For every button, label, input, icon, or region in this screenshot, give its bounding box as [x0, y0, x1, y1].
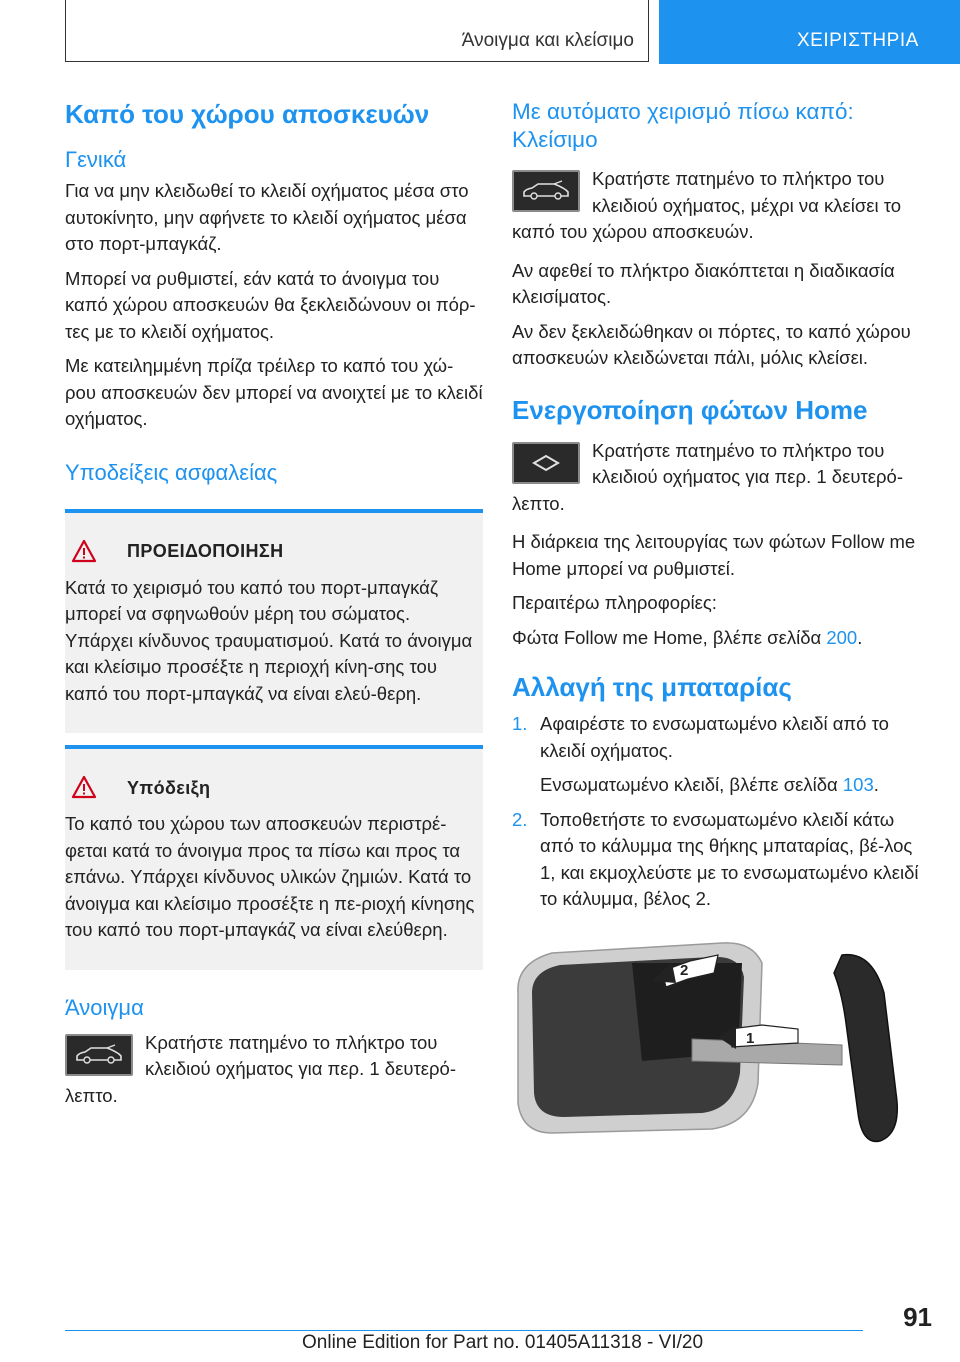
warning-box [65, 509, 483, 734]
diamond-light-icon [512, 442, 580, 484]
paragraph-release: Αν αφεθεί το πλήκτρο διακόπτεται η διαδικασία κλεισίματος. [512, 259, 895, 307]
step-text: Αφαιρέστε το ενσωματωμένο κλειδί από το κλειδί οχήματος. [540, 713, 889, 761]
open-text: Κρατήστε πατημένο το πλήκτρο του κλειδιού οχήματος για περ. 1 δευτερό-λεπτο. [65, 1031, 456, 1106]
heading-safety: Υποδείξεις ασφαλείας [65, 459, 278, 485]
chapter-tab-label: ΧΕΙΡΙΣΤΗΡΙΑ [797, 30, 919, 51]
paragraph-unlock-setting: Μπορεί να ρυθμιστεί, εάν κατά το άνοιγμα του καπό χώρου αποσκευών θα ξεκλειδώνουν οι πόρ-τες με το κλειδί οχήματος. [65, 267, 476, 342]
footer-divider [65, 1330, 863, 1331]
close-instruction [512, 166, 922, 246]
reference-follow-me-home [512, 625, 922, 652]
heading-open: Άνοιγμα [65, 994, 144, 1020]
paragraph-more-info: Περαιτέρω πληροφορίες: [512, 592, 717, 613]
reference-period: . [857, 626, 863, 648]
battery-cover [834, 954, 897, 1141]
car-trunk-icon [512, 170, 580, 212]
step-number: 1. [512, 713, 528, 734]
footer-edition: Online Edition for Part no. 01405A11318 - VI/20 [302, 1332, 704, 1353]
chapter-tab[interactable] [659, 0, 960, 64]
reference-text: Φώτα Follow me Home, βλέπε σελίδα [512, 626, 827, 648]
subreference-period: . [873, 774, 879, 795]
car-trunk-icon [65, 1034, 133, 1076]
paragraph-trailer-socket: Με κατειλημμένη πρίζα τρέιλερ το καπό του χώ-ρου αποσκευών δεν μπορεί να ανοιχτεί με το κλειδί οχήματος. [65, 355, 483, 429]
battery-steps [512, 711, 922, 913]
page-header [65, 0, 960, 65]
close-text: Κρατήστε πατημένο το πλήκτρο του κλειδιού οχήματος, μέχρι να κλείσει το καπό του χώρου αποσκευών. [512, 168, 902, 242]
page-number: 91 [903, 1302, 932, 1332]
section-title: Άνοιγμα και κλείσιμο [461, 30, 634, 51]
notice-text: Το καπό του χώρου των αποσκευών περιστρέ-φεται κατά το άνοιγμα προς τα πίσω και προς τα επάνω. Υπάρχει κίνδυνος υλικών ζημιών. Κατά το άνοιγμα και κλείσιμο προσέξτε η πε-ριοχή κίνησης του καπό του πορτ-μπαγκάζ να είναι ελεύθερη. [65, 813, 475, 940]
arrow-2-label: 2 [680, 961, 689, 979]
step-text: Τοποθετήστε το ενσωματωμένο κλειδί κάτω από το κάλυμμα της θήκης μπαταρίας, βέ-λος 1, και εκμοχλεύστε με το ενσωματωμένο κλειδί το κάλυμμα, βέλος 2. [540, 808, 919, 909]
list-item [512, 807, 922, 913]
heading-auto-close: Με αυτόματο χειρισμό πίσω καπό: Κλείσιμο [512, 99, 854, 152]
step-number: 2. [512, 808, 528, 830]
home-text: Κρατήστε πατημένο το πλήκτρο του κλειδιού οχήματος για περ. 1 δευτερό-λεπτο. [512, 439, 903, 514]
heading-trunk-lid: Καπό του χώρου αποσκευών [65, 99, 430, 129]
notice-box [65, 745, 483, 970]
heading-battery: Αλλαγή της μπαταρίας [512, 672, 792, 702]
notice-triangle-icon [71, 773, 107, 803]
open-instruction [65, 1030, 483, 1110]
warning-text: Κατά το χειρισμό του καπό του πορτ-μπαγκάζ μπορεί να σφηνωθούν μέρη του σώματος. Υπάρχει κίνδυνος τραυματισμού. Κατά το άνοιγμα και κλείσιμο προσέξτε η περιοχή κίνη-σης του καπό του πορτ-μπαγκάζ να είναι ελεύ-θερη. [65, 576, 473, 704]
home-instruction [512, 438, 922, 518]
list-item [512, 711, 922, 799]
page-link-103[interactable]: 103 [842, 774, 874, 795]
battery-key-figure [512, 933, 922, 1153]
section-header-box [65, 0, 649, 62]
heading-general: Γενικά [65, 147, 127, 172]
left-column [65, 98, 483, 1109]
warning-triangle-icon [71, 537, 107, 567]
warning-header [65, 537, 483, 567]
right-column [512, 98, 922, 1153]
notice-header [65, 773, 483, 803]
subreference-text: Ενσωματωμένο κλειδί, βλέπε σελίδα [540, 774, 843, 795]
paragraph-key-inside: Για να μην κλειδωθεί το κλειδί οχήματος μέσα στο αυτοκίνητο, μην αφήνετε το κλειδί οχήματος μέσα στο πορτ-μπαγκάζ. [65, 180, 469, 254]
warning-title: ΠΡΟΕΙΔΟΠΟΙΗΣΗ [127, 541, 284, 561]
arrow-1-label: 1 [746, 1029, 755, 1047]
page-link-200[interactable]: 200 [826, 626, 858, 648]
notice-title: Υπόδειξη [127, 777, 211, 798]
heading-home-lights: Ενεργοποίηση φώτων Home [512, 394, 868, 425]
paragraph-unlocked: Αν δεν ξεκλειδώθηκαν οι πόρτες, το καπό χώρου αποσκευών κλειδώνεται πάλι, μόλις κλείσει. [512, 320, 911, 368]
step-subreference [540, 772, 922, 799]
paragraph-duration: Η διάρκεια της λειτουργίας των φώτων Follow me Home μπορεί να ρυθμιστεί. [512, 531, 916, 579]
